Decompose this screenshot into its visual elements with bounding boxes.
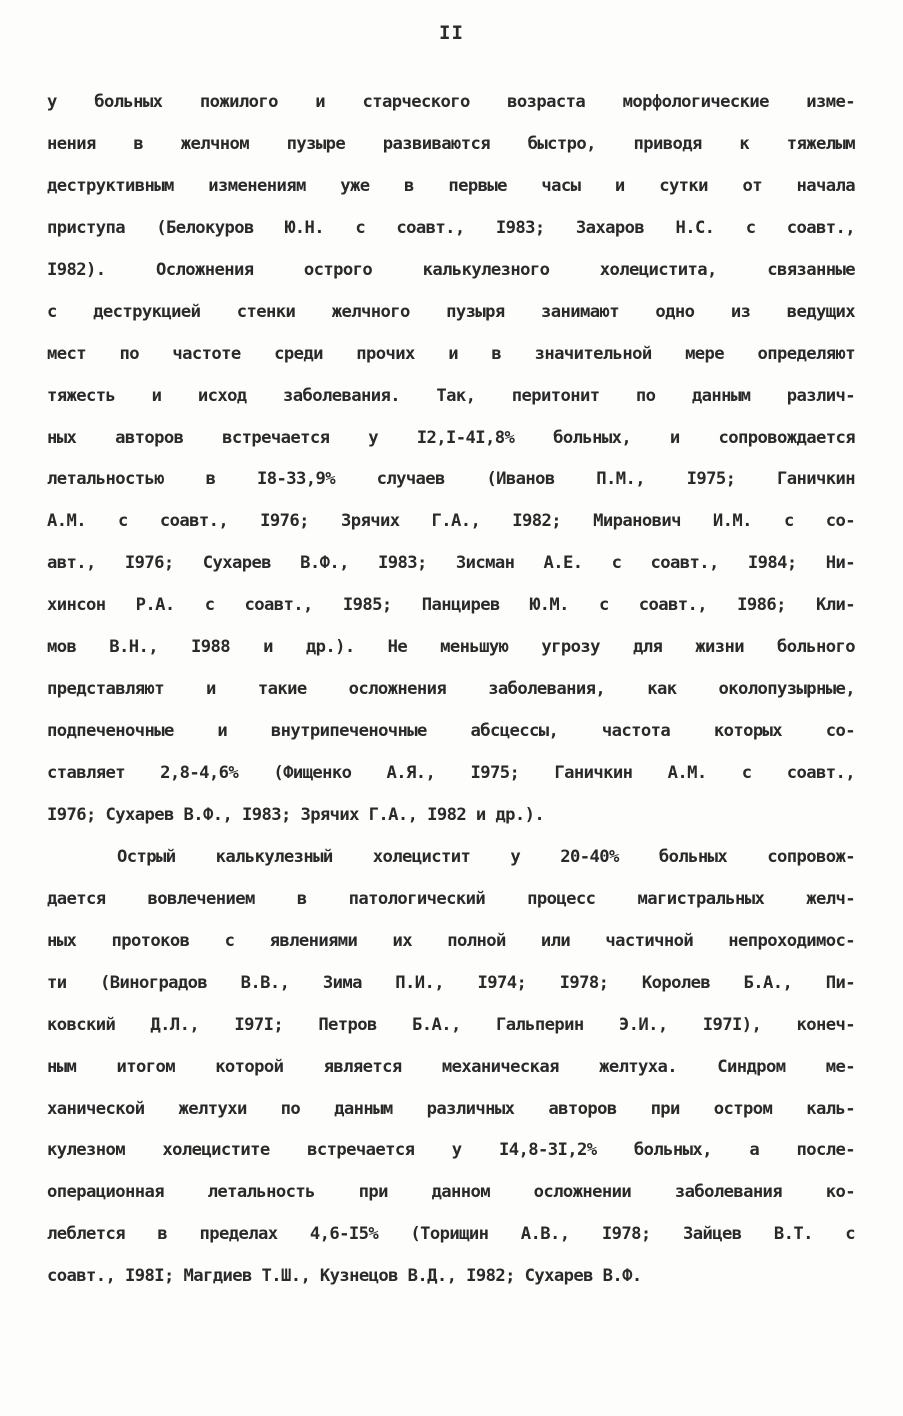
text-line: ных протоков с явлениями их полной или частичной непроходимос- [47, 930, 855, 951]
text-line: операционная летальность при данном осложнении заболевания ко- [47, 1182, 855, 1203]
paragraph-end-line: I976; Сухарев В.Ф., I983; Зрячих Г.А., I982 и др.). [47, 804, 545, 825]
text-line: I982). Осложнения острого калькулезного холецистита, связанные [47, 259, 855, 280]
text-line: летальностью в I8-33,9% случаев (Иванов П.М., I975; Ганичкин [47, 469, 855, 490]
text-line: ным итогом которой является механическая желтуха. Синдром ме- [47, 1056, 855, 1077]
text-line: хинсон Р.А. с соавт., I985; Панцирев Ю.М. с соавт., I986; Кли- [47, 595, 855, 616]
text-line: представляют и такие осложнения заболевания, как околопузырные, [47, 679, 855, 700]
text-line: ставляет 2,8-4,6% (Фищенко А.Я., I975; Ганичкин А.М. с соавт., [47, 763, 855, 783]
text-line: приступа (Белокуров Ю.Н. с соавт., I983; Захаров Н.С. с соавт., [47, 217, 855, 238]
text-line: ковский Д.Л., I97I; Петров Б.А., Гальперин Э.И., I97I), конеч- [47, 1014, 855, 1035]
text-line: ных авторов встречается у I2,I-4I,8% больных, и сопровождается [47, 427, 855, 448]
text-line: нения в желчном пузыре развиваются быстро, приводя к тяжелым [47, 133, 855, 154]
text-line: с деструкцией стенки желчного пузыря занимают одно из ведущих [47, 301, 855, 322]
text-line: леблется в пределах 4,6-I5% (Торищин А.В., I978; Зайцев В.Т. с [47, 1224, 855, 1245]
text-line: А.М. с соавт., I976; Зрячих Г.А., I982; Миранович И.М. с со- [47, 511, 855, 532]
text-line: деструктивным изменениям уже в первые часы и сутки от начала [47, 175, 855, 196]
page-number: II [439, 22, 464, 44]
text-line: мест по частоте среди прочих и в значительной мере определяют [47, 343, 855, 364]
text-line: дается вовлечением в патологический процесс магистральных желч- [47, 888, 855, 909]
text-line: ти (Виноградов В.В., Зима П.И., I974; I978; Королев Б.А., Пи- [47, 972, 855, 993]
body-text [47, 86, 855, 1302]
text-line: ханической желтухи по данным различных авторов при остром каль- [47, 1098, 855, 1119]
paragraph-start-line: Острый калькулезный холецистит у 20-40% больных сопровож- [117, 846, 855, 867]
text-line: авт., I976; Сухарев В.Ф., I983; Зисман А.Е. с соавт., I984; Ни- [47, 553, 855, 574]
text-line: подпеченочные и внутрипеченочные абсцессы, частота которых со- [47, 721, 855, 742]
text-line: кулезном холецистите встречается у I4,8-3I,2% больных, а после- [47, 1140, 855, 1161]
text-line: у больных пожилого и старческого возраста морфологические изме- [47, 92, 855, 112]
text-line: тяжесть и исход заболевания. Так, перитонит по данным различ- [47, 385, 855, 406]
text-line: соавт., I98I; Магдиев Т.Ш., Кузнецов В.Д., I982; Сухарев В.Ф. [47, 1266, 642, 1287]
text-line: мов В.Н., I988 и др.). Не меньшую угрозу для жизни больного [47, 637, 855, 658]
